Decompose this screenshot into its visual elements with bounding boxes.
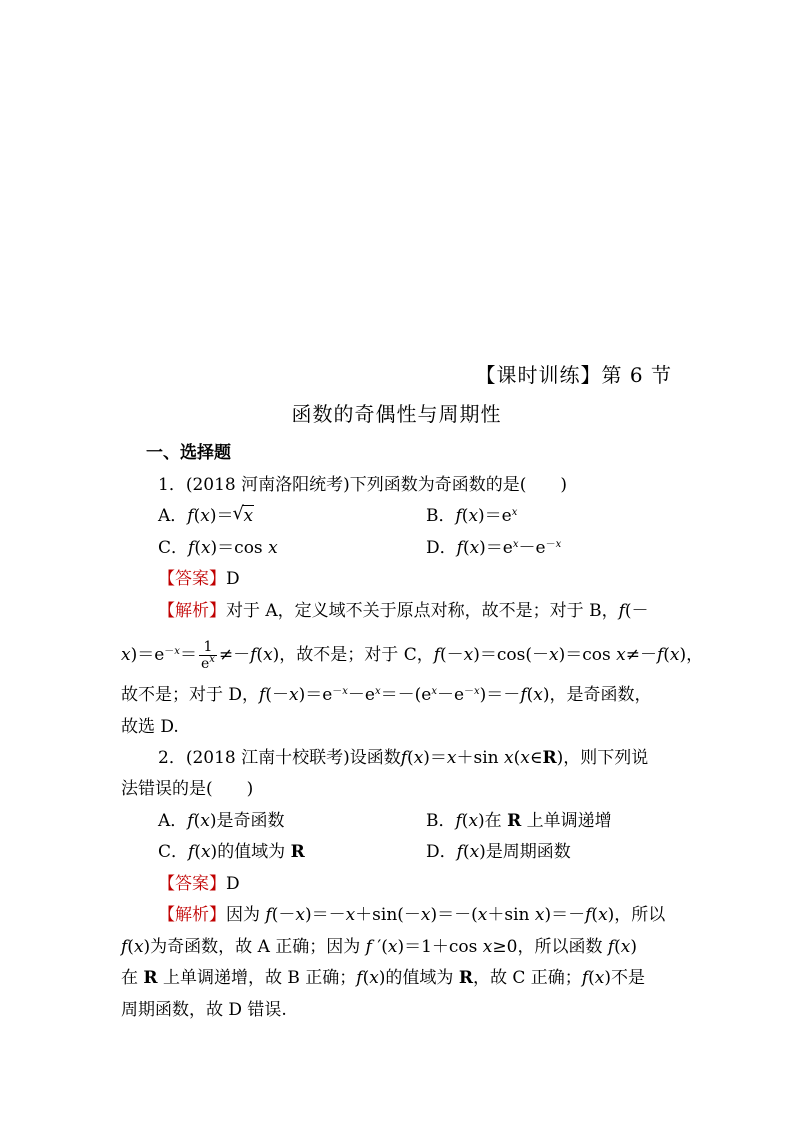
q2-option-b: B．f(x)在 R 上单调递增 (426, 811, 612, 831)
q1-option-b: B．$f(x)=e^x$ (426, 506, 518, 526)
q1-answer: 【答案】D (158, 569, 240, 589)
lesson-title: 【课时训练】第 6 节 (475, 363, 672, 387)
analysis-label: 【解析】 (158, 601, 226, 621)
q1-analysis-line3: 故不是；对于 D，$f(-x)=e^{-x}-e^x=-(e^x-e^{-x})=-f(x)$，是奇函数， (121, 685, 652, 705)
section-label: 一、选择题 (146, 443, 231, 463)
section-title: 函数的奇偶性与周期性 (291, 402, 502, 426)
analysis-label: 【解析】 (158, 905, 226, 925)
q2-option-c: C．f(x)的值域为 R (158, 842, 305, 862)
q2-analysis-line4: 周期函数，故 D 错误. (121, 1000, 287, 1020)
q2-analysis-line1: 【解析】因为 f(－x)＝－x＋sin(－x)＝－(x＋sin x)＝－f(x)，所以 (158, 905, 666, 925)
q2-option-a: A．f(x)是奇函数 (158, 811, 285, 831)
q2-answer: 【答案】D (158, 874, 240, 894)
q1-option-a: A．f(x)＝√ x (158, 505, 254, 527)
q1-analysis-line2: $x)=e^{-x}=$ $\frac{1}{e^x}$ ≠－f(x)，故不是；对于 C，f(－x)＝cos(－x)＝cos x≠－f(x)， (121, 639, 704, 672)
q1-stem: 1．(2018 河南洛阳统考)下列函数为奇函数的是( ) (158, 475, 568, 495)
q1-analysis-line1: 【解析】对于 A，定义域不关于原点对称，故不是；对于 B，f(－ (158, 601, 649, 621)
q1-option-d: D．$f(x)=e^x-e^{-x}$ (426, 538, 562, 558)
answer-label: 【答案】 (158, 569, 226, 589)
q2-option-d: D．f(x)是周期函数 (426, 842, 571, 862)
q1-option-c: C．f(x)＝cos x (158, 538, 278, 558)
q2-analysis-line2: f(x)为奇函数，故 A 正确；因为 f ′(x)＝1＋cos x≥0，所以函数 f(x) (121, 937, 638, 957)
q2-stem-line2: 法错误的是( ) (121, 779, 254, 799)
answer-label: 【答案】 (158, 874, 226, 894)
q2-stem-line1: 2．(2018 江南十校联考)设函数f(x)＝x＋sin x(x∈R)，则下列说 (158, 748, 649, 768)
q1-analysis-line4: 故选 D. (121, 717, 179, 737)
q2-analysis-line3: 在 R 上单调递增，故 B 正确；f(x)的值域为 R，故 C 正确；f(x)不是 (121, 968, 645, 988)
